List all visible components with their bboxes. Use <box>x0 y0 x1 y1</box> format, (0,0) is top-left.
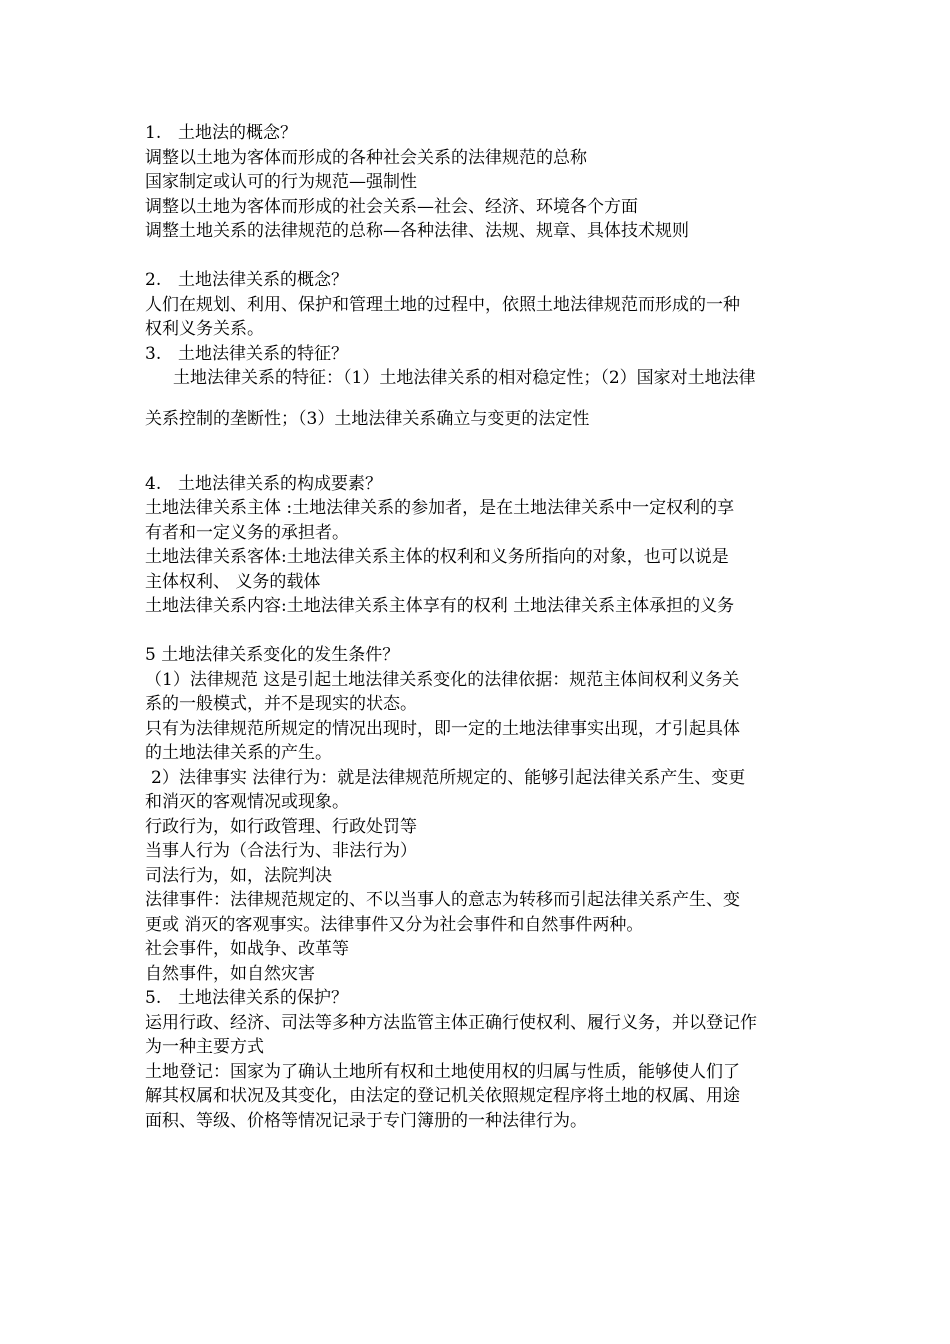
paragraph-line: 当事人行为（合法行为、非法行为） <box>145 841 417 861</box>
paragraph-line: 和消灭的客观情况或现象。 <box>145 792 349 812</box>
blank-line <box>145 391 815 407</box>
paragraph-line: 面积、等级、价格等情况记录于专门簿册的一种法律行为。 <box>145 1110 587 1131</box>
paragraph-line: 系的一般模式，并不是现实的状态。 <box>145 694 417 714</box>
paragraph-line: 法律事件：法律规范规定的、不以当事人的意志为转移而引起法律关系产生、变 <box>145 890 740 910</box>
blank-line <box>145 244 815 269</box>
paragraph-line: 土地法律关系客体:土地法律关系主体的权利和义务所指向的对象，也可以说是 <box>145 547 729 567</box>
blank-line <box>145 619 815 644</box>
paragraph-line: 解其权属和状况及其变化，由法定的登记机关依照规定程序将土地的权属、用途 <box>145 1086 740 1106</box>
section-number: 2. <box>145 270 162 290</box>
section-title: 土地法律关系的概念？ <box>178 270 348 290</box>
paragraph-line: 土地法律关系的特征：（1）土地法律关系的相对稳定性；（2）国家对土地法律 <box>173 368 756 388</box>
section-heading <box>145 121 815 146</box>
paragraph-line: 有者和一定义务的承担者。 <box>145 522 349 543</box>
blank-line <box>145 431 815 456</box>
paragraph-line: （1）法律规范 这是引起土地法律关系变化的法律依据：规范主体间权利义务关 <box>145 669 740 690</box>
section-number: 5. <box>145 988 162 1008</box>
section-title: 土地法律关系的保护？ <box>178 988 348 1008</box>
paragraph-line: 国家制定或认可的行为规范—强制性 <box>145 172 417 192</box>
paragraph-line: 的土地法律关系的产生。 <box>145 743 332 763</box>
paragraph-line: 关系控制的垄断性；（3）土地法律关系确立与变更的法定性 <box>145 408 590 429</box>
paragraph-line: 主体权利、 义务的载体 <box>145 571 321 592</box>
section-number: 3. <box>145 343 162 364</box>
section-title: 土地法律关系的构成要素？ <box>178 473 382 494</box>
paragraph-line: 土地法律关系内容:土地法律关系主体享有的权利 土地法律关系主体承担的义务 <box>145 596 735 616</box>
section-title: 土地法的概念？ <box>178 123 297 143</box>
section-heading <box>145 268 815 293</box>
section-title: 土地法律关系的特征？ <box>178 343 348 364</box>
paragraph-line: 自然事件，如自然灾害 <box>145 963 315 984</box>
paragraph-line: 5 土地法律关系变化的发生条件？ <box>145 645 400 665</box>
section-heading <box>145 472 815 497</box>
document-page <box>145 121 815 1133</box>
paragraph-line: 行政行为，如行政管理、行政处罚等 <box>145 816 417 837</box>
paragraph-line: 运用行政、经济、司法等多种方法监管主体正确行使权利、履行义务，并以登记作 <box>145 1012 757 1033</box>
paragraph-line: 调整以土地为客体而形成的各种社会关系的法律规范的总称 <box>145 147 587 168</box>
blank-line <box>145 456 815 472</box>
paragraph-line: 只有为法律规范所规定的情况出现时，即一定的土地法律事实出现，才引起具体 <box>145 718 740 739</box>
paragraph-line: 更或 消灭的客观事实。法律事件又分为社会事件和自然事件两种。 <box>145 914 644 935</box>
paragraph-line: 2）法律事实 法律行为：就是法律规范所规定的、能够引起法律关系产生、变更 <box>151 767 746 788</box>
section-number: 1. <box>145 123 162 143</box>
section-heading <box>145 342 815 367</box>
paragraph-line: 为一种主要方式 <box>145 1037 264 1057</box>
section-heading <box>145 986 815 1011</box>
paragraph-line: 司法行为，如，法院判决 <box>145 865 332 886</box>
paragraph-line: 社会事件，如战争、改革等 <box>145 939 349 959</box>
section-number: 4. <box>145 473 162 494</box>
paragraph-line: 土地法律关系主体 :土地法律关系的参加者，是在土地法律关系中一定权利的享 <box>145 498 735 518</box>
paragraph-line: 人们在规划、利用、保护和管理土地的过程中，依照土地法律规范而形成的一种 <box>145 294 740 315</box>
paragraph-line: 土地登记：国家为了确认土地所有权和土地使用权的归属与性质，能够使人们了 <box>145 1061 740 1082</box>
paragraph-line: 调整土地关系的法律规范的总称—各种法律、法规、规章、具体技术规则 <box>145 221 689 241</box>
paragraph-line: 调整以土地为客体而形成的社会关系—社会、经济、环境各个方面 <box>145 196 638 217</box>
paragraph-line: 权利义务关系。 <box>145 319 264 339</box>
